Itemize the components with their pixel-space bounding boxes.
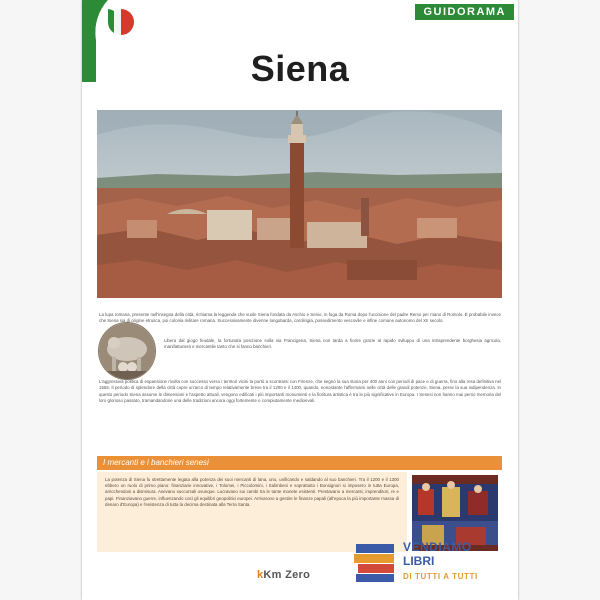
merchants-text-box: La potenza di Siena fu strettamente legata alla potenza dei suoi mercanti di lana, uno, unificando e saldando al suo banchieri. Tra il 1200 e il 1300 ebbero un ruolo di primo piano: finanziarie innovative, i Tolomei, i Piccolomini, i Salimbeni e soprattutto i Bonsignori si imposero in tutta Europa, arricchendosi a dismisura. Avevano succursali ovunque. Lucravano sui cambi tra le tante monete esistenti. Prestavano a mercanti, imprenditori, re e papi. Finanziavano guerre, influenzando così gli equilibri geopolitici europei. Arrivarono a gestire le finanze papali (all'epoca la più importante massa di denaro d'Europa) e l'esistenza di tutta la decima destinata alla Terra Santa. (97, 472, 407, 552)
city-panorama-photo (97, 110, 502, 298)
watermark-line-1: VENDIAMO (403, 540, 472, 554)
splendour-paragraph: L'aggressiva politica di espansione rivolta con successo verso i territori vicini la portò a scontrarsi con Firenze, che segnò la sua storia per 400 anni con periodi di pace e di guerra, fino alla resa definitiva nel 1555. Il periodo di splendore della città copre un'arco di tempo relativamente breve tra il 1200 e il 1400, quando, nonostante l'affermarsi nelle città delle grandi potenze, Siena, perse la sua indipendenza. In questo periodo Siena assume le dimensioni e l'aspetto attuali, vengono edificati i più importanti monumenti e la fioritura artistica è tra le più significative in Europa. I Senesi non hanno mai perso memoria del loro glorioso passato, tramandandone una delle tradizioni ancora oggi fortemente e compiutamente medioevali. (99, 379, 501, 404)
she-wolf-medallion-image (98, 322, 156, 380)
seller-watermark (352, 538, 502, 588)
page-title: Siena (250, 48, 350, 89)
publisher-logo (257, 569, 310, 581)
books-stack-icon (352, 540, 400, 584)
watermark-line-3: DI TUTTI A TUTTI (403, 572, 478, 581)
book-cover (82, 0, 518, 600)
series-brand-label: GUIDORAMA (415, 4, 514, 20)
intro-paragraph: La lupa romana, presente nell'insegna della città, richiama la leggenda che vuole Siena fondata da Aschio e Senio, in fuga da Roma dopo l'uccisione del padre Remo per mano di Romolo. È probabile invece che Siena sia di origine etrusca, poi colonia militare romana. Successivamente divenne longobarda, carolingia, possedimento vescovile e infine comune autonomo del XII secolo. (99, 312, 501, 324)
publisher-logo-text: Km Zero (263, 569, 311, 581)
watermark-line-2: LIBRI (403, 554, 435, 568)
section-heading-band (97, 456, 502, 470)
history-paragraph: Libera dal giogo feudale, la fortunata posizione sulla via Francigena, Siena non tarda a fiorire grazie al rapido sviluppo di una intraprendente borghesia agricola, manifatturiera e mercantile tanto che si fanno banchieri. (164, 338, 501, 350)
publisher-logo-mark: k (257, 569, 264, 581)
section-heading: I mercanti e i banchieri senesi (103, 458, 209, 467)
